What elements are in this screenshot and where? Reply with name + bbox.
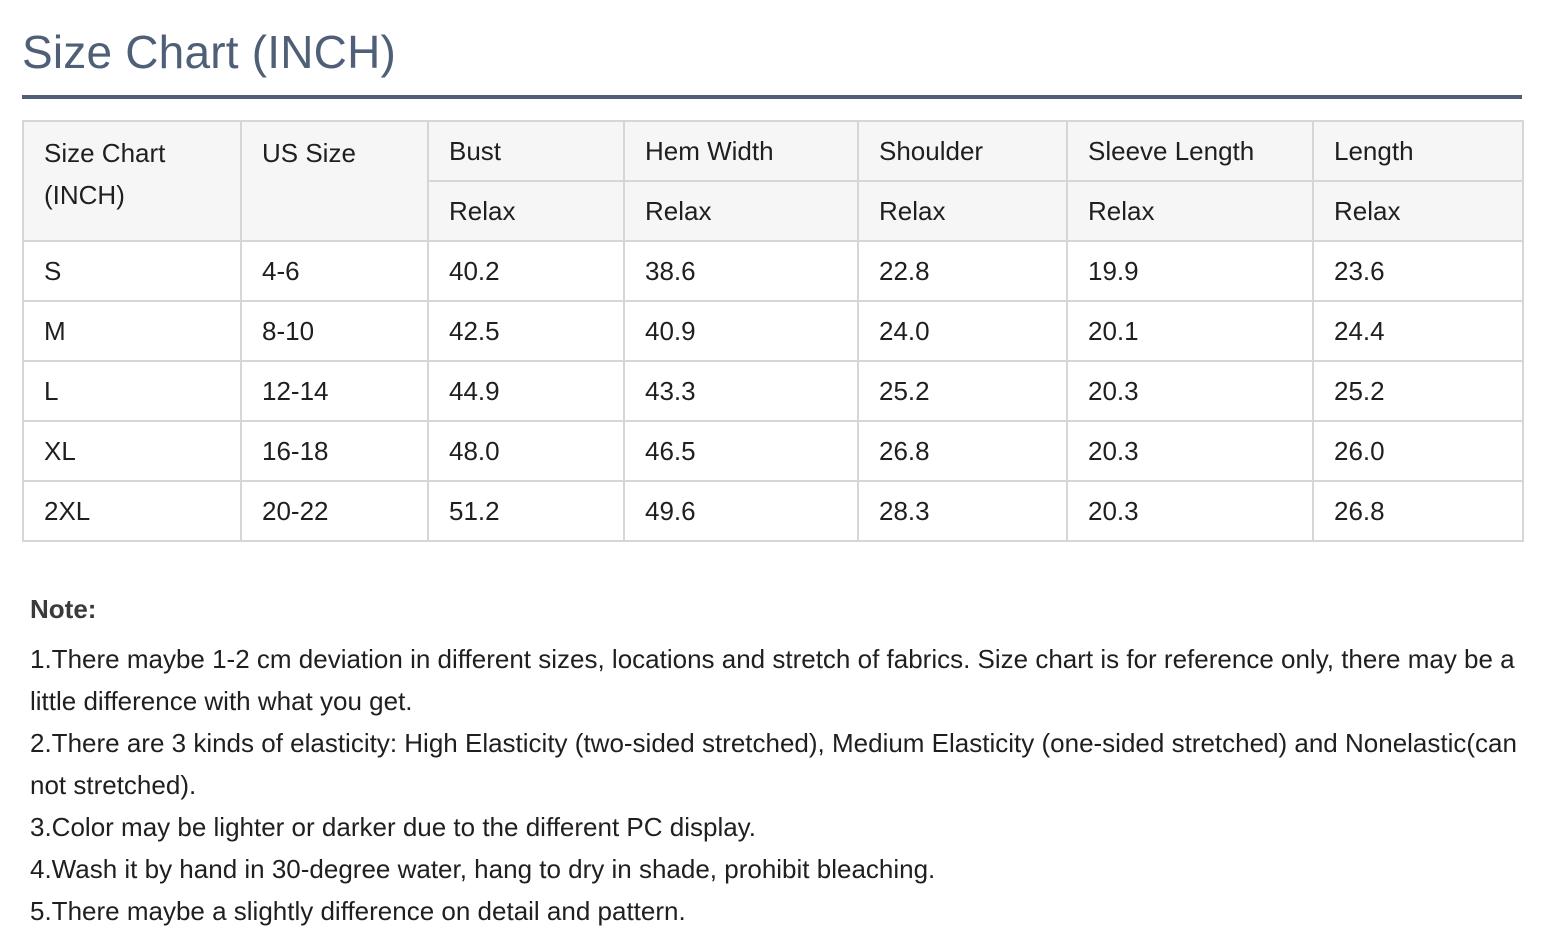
cell-hem-width: 43.3 <box>624 361 858 421</box>
header-bust: Bust <box>428 121 624 181</box>
cell-us-size: 12-14 <box>241 361 428 421</box>
subheader-hem-width: Relax <box>624 181 858 241</box>
note-item: 2.There are 3 kinds of elasticity: High Elasticity (two-sided stretched), Medium Elasticity (one-sided stretched) and Nonelastic(can not stretched). <box>30 728 1517 800</box>
table-row <box>23 361 1523 421</box>
table-row <box>23 301 1523 361</box>
header-row <box>23 121 1523 181</box>
cell-size: M <box>23 301 241 361</box>
cell-length: 24.4 <box>1313 301 1523 361</box>
cell-size: S <box>23 241 241 301</box>
cell-sleeve-length: 20.3 <box>1067 481 1313 541</box>
cell-hem-width: 40.9 <box>624 301 858 361</box>
cell-sleeve-length: 20.3 <box>1067 361 1313 421</box>
cell-us-size: 8-10 <box>241 301 428 361</box>
cell-length: 25.2 <box>1313 361 1523 421</box>
table-row <box>23 421 1523 481</box>
cell-hem-width: 46.5 <box>624 421 858 481</box>
subheader-sleeve-length: Relax <box>1067 181 1313 241</box>
cell-sleeve-length: 20.1 <box>1067 301 1313 361</box>
notes-heading: Note: <box>30 594 97 624</box>
subheader-length: Relax <box>1313 181 1523 241</box>
cell-shoulder: 26.8 <box>858 421 1067 481</box>
cell-length: 26.0 <box>1313 421 1523 481</box>
header-hem-width: Hem Width <box>624 121 858 181</box>
cell-size: XL <box>23 421 241 481</box>
note-item: 4.Wash it by hand in 30-degree water, hang to dry in shade, prohibit bleaching. <box>30 854 936 884</box>
subheader-shoulder: Relax <box>858 181 1067 241</box>
cell-length: 23.6 <box>1313 241 1523 301</box>
table-row <box>23 481 1523 541</box>
cell-bust: 40.2 <box>428 241 624 301</box>
header-length: Length <box>1313 121 1523 181</box>
cell-shoulder: 28.3 <box>858 481 1067 541</box>
subheader-bust: Relax <box>428 181 624 241</box>
cell-bust: 48.0 <box>428 421 624 481</box>
cell-shoulder: 24.0 <box>858 301 1067 361</box>
header-size-chart: Size Chart (INCH) <box>23 121 241 241</box>
cell-us-size: 4-6 <box>241 241 428 301</box>
page-title: Size Chart (INCH) <box>22 26 397 78</box>
cell-bust: 51.2 <box>428 481 624 541</box>
cell-us-size: 16-18 <box>241 421 428 481</box>
cell-shoulder: 25.2 <box>858 361 1067 421</box>
cell-sleeve-length: 19.9 <box>1067 241 1313 301</box>
cell-us-size: 20-22 <box>241 481 428 541</box>
cell-bust: 42.5 <box>428 301 624 361</box>
cell-hem-width: 38.6 <box>624 241 858 301</box>
title-divider <box>22 95 1522 99</box>
note-item: 1.There maybe 1-2 cm deviation in different sizes, locations and stretch of fabrics. Size chart is for reference only, there may be a little difference with what you get. <box>30 644 1515 716</box>
size-chart-table <box>22 120 1524 542</box>
header-sleeve-length: Sleeve Length <box>1067 121 1313 181</box>
cell-bust: 44.9 <box>428 361 624 421</box>
cell-shoulder: 22.8 <box>858 241 1067 301</box>
note-item: 5.There maybe a slightly difference on detail and pattern. <box>30 896 686 926</box>
header-shoulder: Shoulder <box>858 121 1067 181</box>
cell-sleeve-length: 20.3 <box>1067 421 1313 481</box>
cell-length: 26.8 <box>1313 481 1523 541</box>
cell-hem-width: 49.6 <box>624 481 858 541</box>
table-row <box>23 241 1523 301</box>
cell-size: 2XL <box>23 481 241 541</box>
notes-section <box>30 588 1520 932</box>
note-item: 3.Color may be lighter or darker due to the different PC display. <box>30 812 756 842</box>
header-us-size: US Size <box>241 121 428 241</box>
cell-size: L <box>23 361 241 421</box>
